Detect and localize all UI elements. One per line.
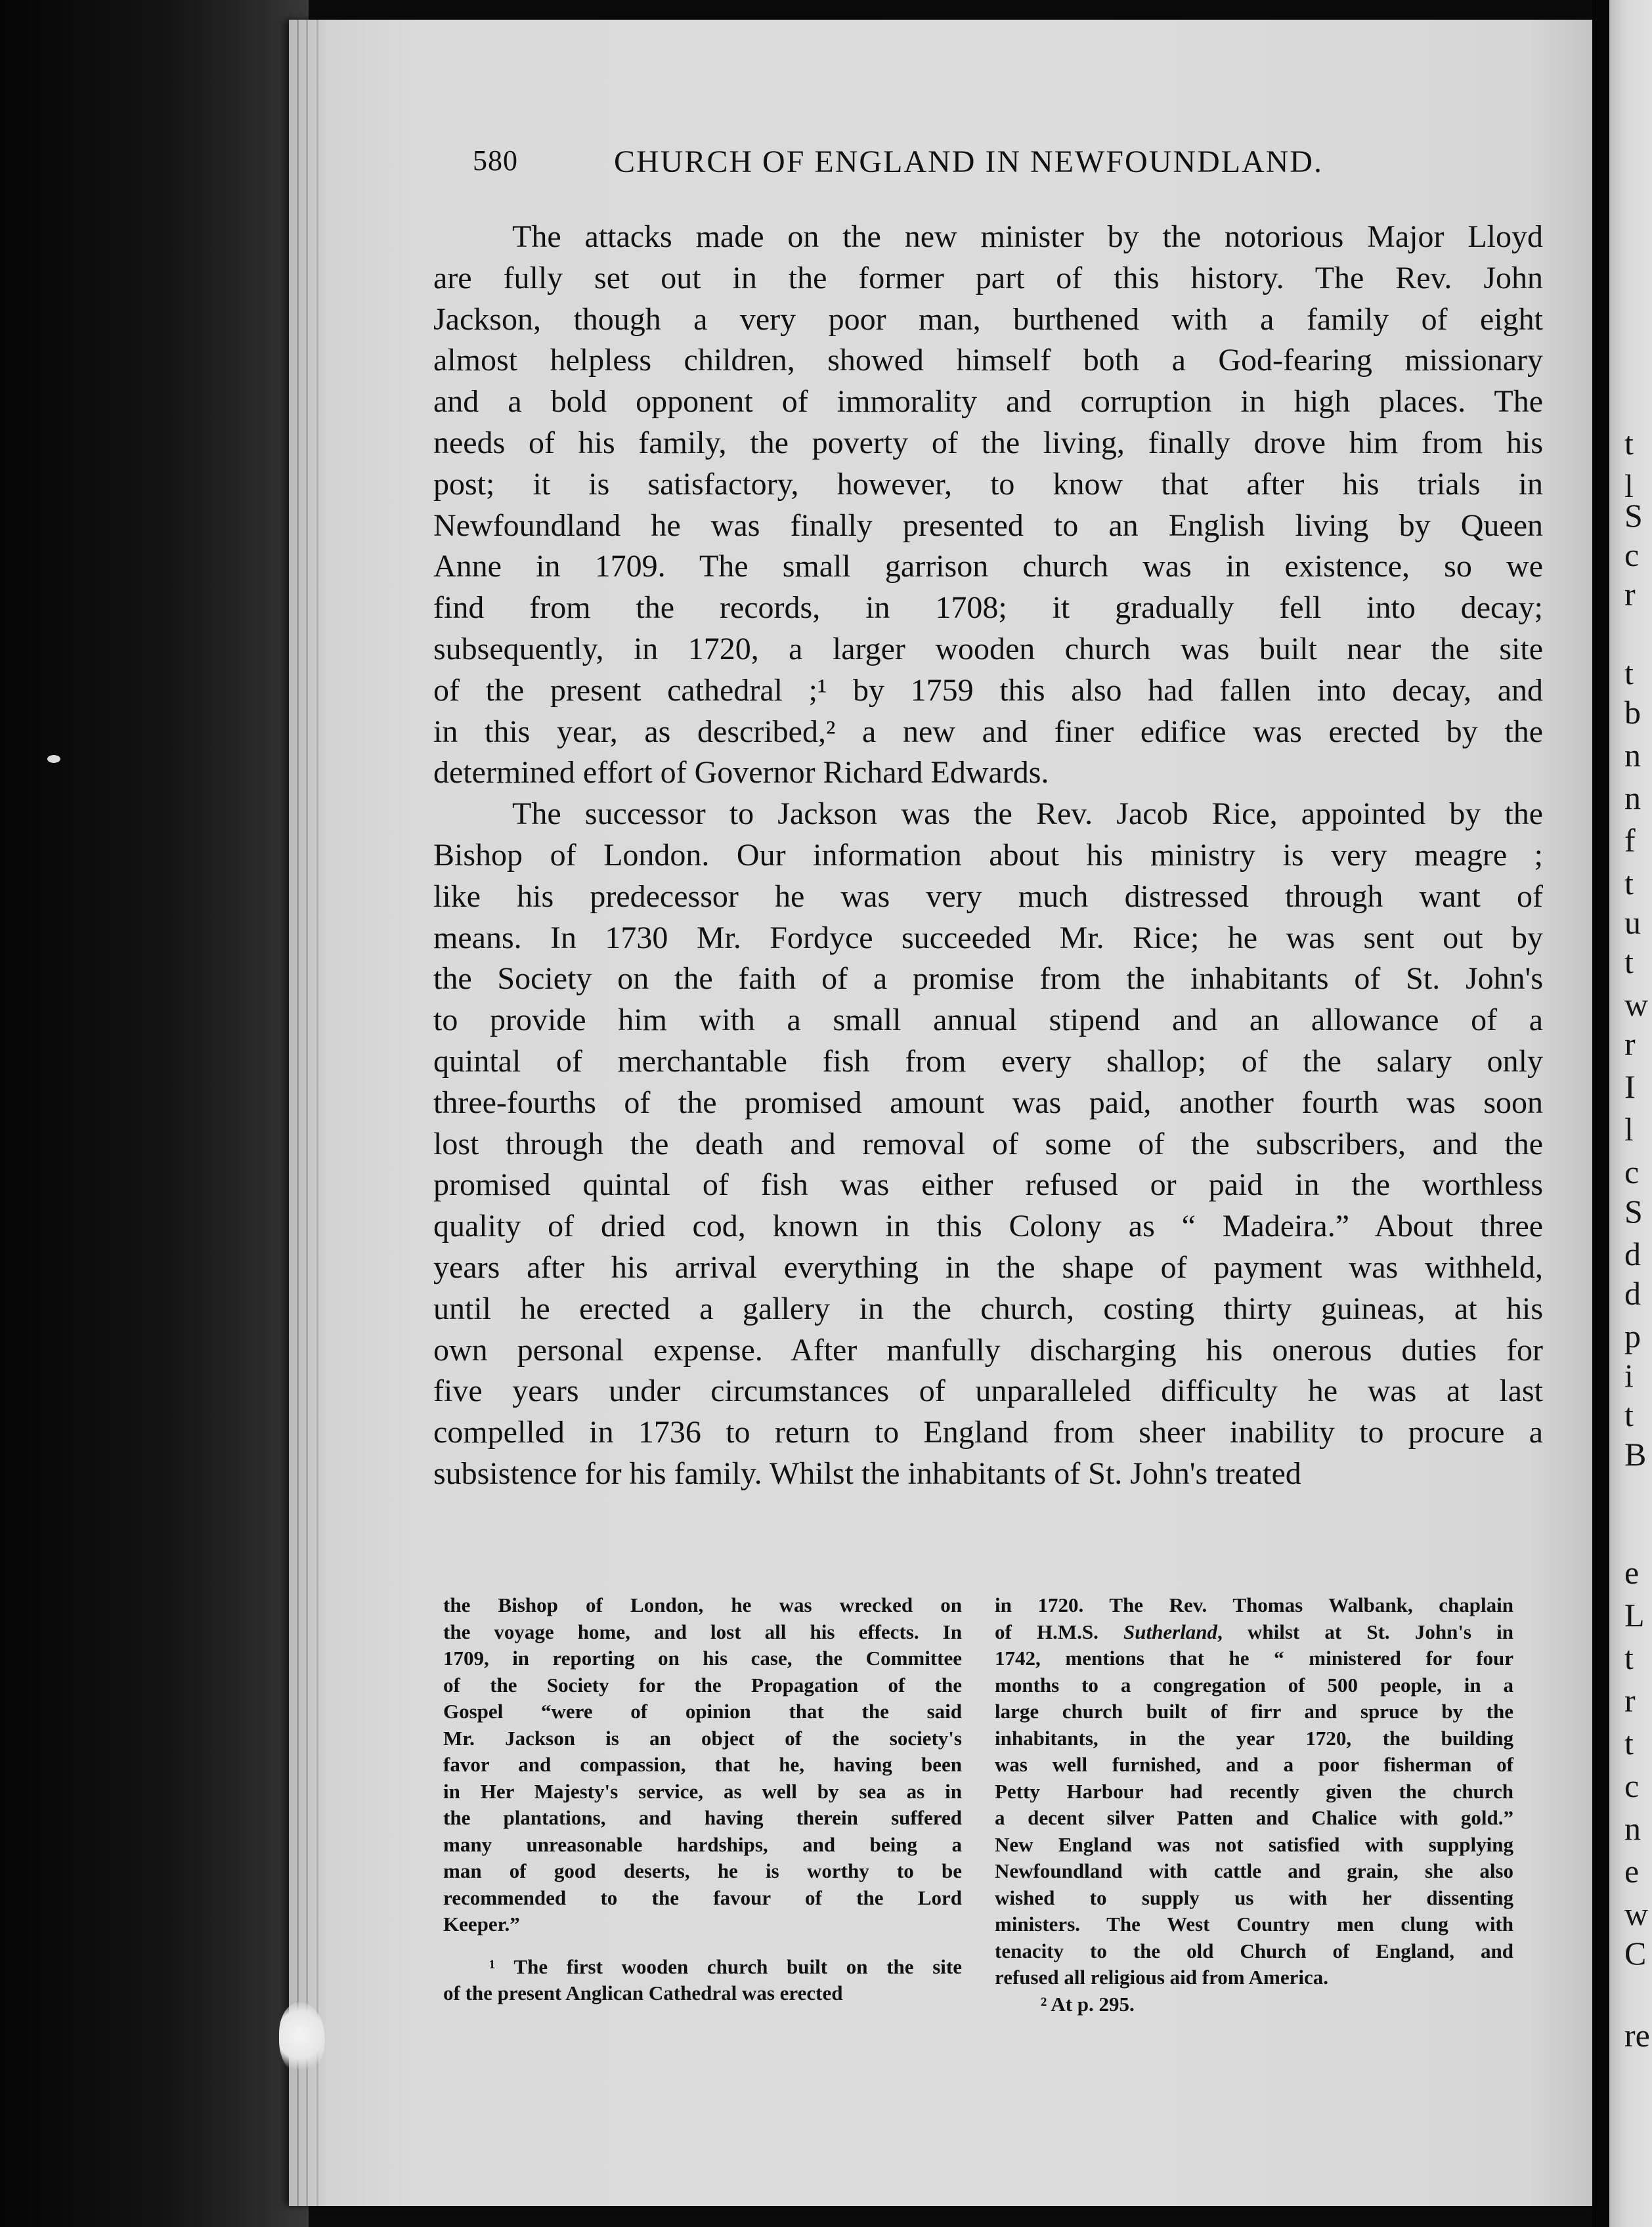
body-line: Jackson, though a very poor man, burthened with a family of eight: [433, 301, 1543, 337]
body-line: quality of dried cod, known in this Colony as “ Madeira.” About three: [433, 1209, 1543, 1244]
footnote-line: wished to supply us with her dissenting: [995, 1886, 1513, 1909]
footnote-line: Mr. Jackson is an object of the society's: [443, 1726, 962, 1750]
facing-page-fragment: S: [1624, 497, 1643, 534]
body-line: find from the records, in 1708; it gradually fell into decay;: [433, 590, 1543, 626]
body-line: of the present cathedral ;¹ by 1759 this also had fallen into decay, and: [433, 672, 1543, 708]
body-line: the Society on the faith of a promise from the inhabitants of St. John's: [433, 961, 1543, 997]
footnote-line: ¹ The first wooden church built on the site: [489, 1955, 962, 1978]
body-line: to provide him with a small annual stipend and an allowance of a: [433, 1003, 1543, 1038]
facing-page-fragment: l: [1624, 467, 1634, 504]
footnote-line: 1742, mentions that he “ ministered for four: [995, 1647, 1513, 1670]
footnote-line: in Her Majesty's service, as well by sea as in: [443, 1779, 962, 1803]
body-line: quintal of merchantable fish from every shallop; of the salary only: [433, 1043, 1543, 1079]
facing-page-fragment: e: [1624, 1554, 1640, 1591]
body-line: three-fourths of the promised amount was paid, another fourth was soon: [433, 1085, 1543, 1120]
facing-page-fragment: C: [1624, 1935, 1647, 1972]
body-line: like his predecessor he was very much distressed through want of: [433, 878, 1543, 914]
facing-page-fragment: p: [1624, 1318, 1641, 1354]
facing-page-fragment: r: [1624, 1682, 1636, 1719]
body-line: Anne in 1709. The small garrison church was in existence, so we: [433, 549, 1543, 584]
paper-smudge: [279, 2002, 325, 2075]
body-line: needs of his family, the poverty of the living, finally drove him from his: [433, 425, 1543, 460]
footnote-line: the plantations, and having therein suffered: [443, 1806, 962, 1829]
facing-page-fragment: S: [1624, 1193, 1643, 1230]
footnote-line: of the Society for the Propagation of the: [443, 1673, 962, 1697]
facing-page-fragment: l: [1624, 1111, 1634, 1148]
footnote-line: refused all religious aid from America.: [995, 1966, 1329, 1989]
facing-page-fragment: I: [1624, 1068, 1636, 1105]
facing-page-fragment: e: [1624, 1853, 1640, 1890]
body-line: almost helpless children, showed himself both a God-fearing missionary: [433, 343, 1543, 378]
page-edge-line: [306, 20, 308, 2206]
footnote-line: a decent silver Patten and Chalice with gold.”: [995, 1806, 1513, 1829]
facing-page-fragment: n: [1624, 1810, 1641, 1847]
page-edge-line: [316, 20, 318, 2206]
footnote-line: large church built of firr and spruce by the: [995, 1700, 1513, 1723]
facing-page-fragment: d: [1624, 1275, 1641, 1312]
footnote-line: Newfoundland with cattle and grain, she also: [995, 1859, 1513, 1882]
footnote-line: many unreasonable hardships, and being a: [443, 1832, 962, 1856]
footnote-line: ² At p. 295.: [1041, 1992, 1135, 2016]
facing-page-fragment: b: [1624, 694, 1641, 731]
footnote-line: of the present Anglican Cathedral was erected: [443, 1981, 843, 2004]
footnote-line: Gospel “were of opinion that the said: [443, 1700, 962, 1723]
body-line: subsequently, in 1720, a larger wooden church was built near the site: [433, 631, 1543, 666]
facing-page-fragment: d: [1624, 1236, 1641, 1272]
facing-page-fragment: t: [1624, 655, 1634, 691]
body-line: and a bold opponent of immorality and corruption in high places. The: [433, 384, 1543, 420]
facing-page-fragment: B: [1624, 1436, 1647, 1473]
facing-page-fragment: n: [1624, 779, 1641, 816]
footnote-line: months to a congregation of 500 people, in a: [995, 1673, 1513, 1697]
footnote-line: Keeper.”: [443, 1913, 520, 1935]
body-line: determined effort of Governor Richard Edwards.: [433, 755, 1049, 790]
footnote-line: favor and compassion, that he, having been: [443, 1753, 962, 1776]
facing-page-fragment: c: [1624, 1767, 1640, 1804]
facing-page-fragment: r: [1624, 1026, 1636, 1062]
footnotes: [443, 1592, 1513, 2052]
facing-page-fragment: w: [1624, 986, 1649, 1023]
body-text: [433, 217, 1543, 1495]
facing-page-fragment: f: [1624, 822, 1636, 859]
page-edge-line: [297, 20, 299, 2206]
body-line: Bishop of London. Our information about his ministry is very meagre ;: [433, 837, 1543, 873]
footnote-line: of H.M.S. Sutherland, whilst at St. John's in: [995, 1620, 1514, 1643]
facing-page-fragment: t: [1624, 943, 1634, 980]
facing-page-fragment: t: [1624, 425, 1634, 462]
book-binding-shadow: [0, 0, 309, 2227]
footnote-line: 1709, in reporting on his case, the Committee: [443, 1647, 962, 1670]
gutter-shadow-right: [1592, 0, 1609, 2227]
facing-page-fragment: c: [1624, 1154, 1640, 1190]
footnote-line: the voyage home, and lost all his effects. In: [443, 1620, 962, 1643]
facing-page-fragment: i: [1624, 1357, 1634, 1394]
facing-page-fragment: u: [1624, 904, 1641, 941]
dust-speck: [47, 755, 60, 763]
body-line: years after his arrival everything in the shape of payment was withheld,: [433, 1249, 1543, 1285]
body-line: post; it is satisfactory, however, to know that after his trials in: [433, 466, 1543, 502]
footnote-line: man of good deserts, he is worthy to be: [443, 1859, 962, 1882]
page-number: 580: [473, 144, 518, 177]
facing-page-fragment: t: [1624, 1396, 1634, 1433]
facing-page-fragment: t: [1624, 1639, 1634, 1676]
facing-page-fragment: t: [1624, 1725, 1634, 1762]
footnote-line: inhabitants, in the year 1720, the building: [995, 1726, 1513, 1750]
body-line: own personal expense. After manfully discharging his onerous duties for: [433, 1332, 1543, 1368]
facing-page-fragment: re: [1624, 2017, 1650, 2054]
footnote-line: the Bishop of London, he was wrecked on: [443, 1593, 962, 1616]
facing-page-fragment: w: [1624, 1895, 1649, 1932]
footnote-line: tenacity to the old Church of England, and: [995, 1939, 1513, 1962]
body-line: Newfoundland he was finally presented to an English living by Queen: [433, 508, 1543, 543]
body-line: until he erected a gallery in the church, costing thirty guineas, at his: [433, 1291, 1543, 1326]
footnote-line: New England was not satisfied with supplying: [995, 1832, 1513, 1856]
running-title: CHURCH OF ENGLAND IN NEWFOUNDLAND.: [614, 144, 1323, 179]
body-line: subsistence for his family. Whilst the inhabitants of St. John's treated: [433, 1456, 1301, 1491]
body-line: The attacks made on the new minister by the notorious Major Lloyd: [512, 219, 1543, 254]
facing-page-fragment: n: [1624, 737, 1641, 773]
body-line: are fully set out in the former part of this history. The Rev. John: [433, 260, 1543, 295]
footnotes-right-column: [995, 1592, 1513, 2018]
body-line: means. In 1730 Mr. Fordyce succeeded Mr. Rice; he was sent out by: [433, 920, 1543, 955]
footnotes-left-column: [443, 1592, 962, 2007]
body-line: promised quintal of fish was either refused or paid in the worthless: [433, 1167, 1543, 1203]
body-line: lost through the death and removal of some of the subscribers, and the: [433, 1126, 1543, 1161]
facing-page-fragment: r: [1624, 576, 1636, 613]
facing-page-fragment: t: [1624, 865, 1634, 901]
footnote-line: was well furnished, and a poor fisherman of: [995, 1753, 1513, 1776]
facing-page-fragment: L: [1624, 1597, 1645, 1633]
body-line: The successor to Jackson was the Rev. Jacob Rice, appointed by the: [512, 796, 1543, 832]
footnote-line: in 1720. The Rev. Thomas Walbank, chaplain: [995, 1593, 1513, 1616]
body-line: compelled in 1736 to return to England from sheer inability to procure a: [433, 1415, 1543, 1450]
footnote-line: Petty Harbour had recently given the church: [995, 1779, 1513, 1803]
body-line: in this year, as described,² a new and finer edifice was erected by the: [433, 714, 1543, 749]
footnote-line: recommended to the favour of the Lord: [443, 1886, 962, 1909]
footnote-line: ministers. The West Country men clung with: [995, 1913, 1513, 1935]
facing-page-fragment: c: [1624, 536, 1640, 573]
running-head: [473, 141, 1392, 187]
body-line: five years under circumstances of unparalleled difficulty he was at last: [433, 1373, 1543, 1409]
